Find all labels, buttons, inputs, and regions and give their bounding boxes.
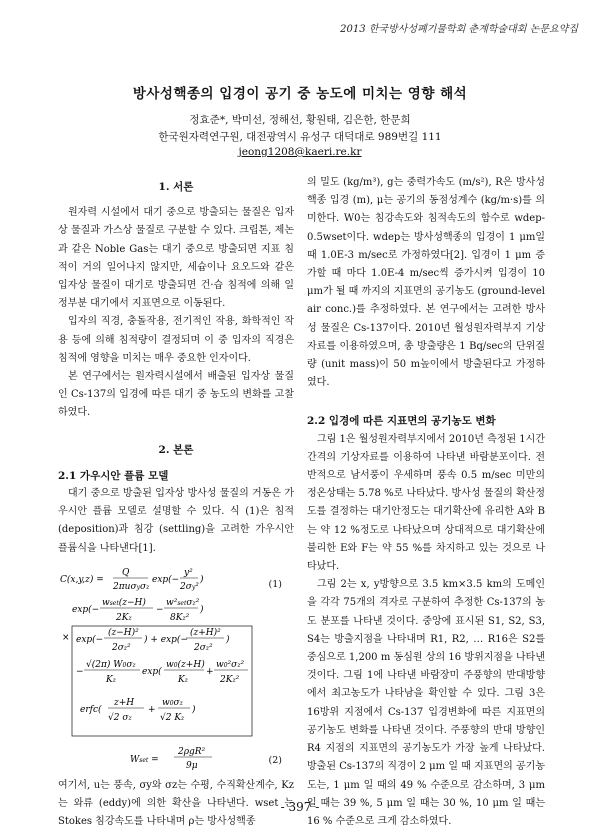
right-column [307, 174, 545, 831]
svg-text:√2 σz: √2 σz [108, 712, 132, 723]
svg-text:9μ: 9μ [186, 760, 198, 771]
svg-text:exp(−: exp(− [76, 634, 104, 645]
svg-text:C(x,y,z) =: C(x,y,z) = [60, 574, 104, 585]
svg-text:exp(−: exp(− [72, 604, 100, 615]
svg-text:w0(z+H): w0(z+H) [166, 659, 205, 670]
svg-text:2ρgR²: 2ρgR² [178, 746, 206, 757]
results-paragraph-1: 그림 1은 월성원자력부지에서 2010년 측정된 1시간 간격의 기상자료를 이용하여 나타낸 바람분포이다. 전반적으로 남서풍이 우세하며 풍속 0.5 m/sec 미만의 정온상태는 5.78 %로 나타났다. 방사성 물질의 확산정도를 결정하는 대기안정도는 대기확산에 유리한 A와 B는 약 12 %정도로 나타났으며 상대적으로 대기확산에 불리한 E와 F는 약 55 %를 차지하고 있는 것으로 나타났다. [307, 433, 545, 573]
svg-text:erfc(: erfc( [80, 704, 102, 715]
equation-number-2: (2) [268, 754, 282, 766]
svg-text:w0²σz²: w0²σz² [216, 659, 245, 670]
svg-text:+: + [206, 666, 214, 677]
svg-text:Kz: Kz [106, 674, 116, 685]
section-heading-intro: 1. 서론 [158, 181, 194, 193]
intro-paragraph-1: 원자력 시설에서 대기 중으로 방출되는 물질은 입자상 물질과 가스상 물질로 구분할 수 있다. 크립톤, 제논과 같은 Noble Gas는 대기 중으로 방출되면 지표 침적이 거의 일어나지 않지만, 세슘이나 요오드와 같은 입자상 물질이 대기로 방출되면 건·습 침적에 의해 일정부분 대기에서 지표면으로 이동된다. [58, 207, 294, 310]
svg-text:2σz²: 2σz² [194, 642, 213, 653]
intro-paragraph-2: 입자의 직경, 충돌작용, 전기적인 작용, 화학적인 작용 등에 의해 침적량이 결정되며 이 중 입자의 직경은 침적에 영향을 미치는 매우 중요한 인자이다. [58, 316, 294, 364]
subsection-heading-gaussian: 2.1 가우시안 플륨 모델 [58, 469, 169, 482]
svg-text:Kz: Kz [178, 674, 188, 685]
paper-title: 방사성핵종의 입경이 공기 중 농도에 미치는 영향 해석 [132, 86, 468, 102]
svg-text:2σz²: 2σz² [112, 642, 131, 653]
svg-text:z+H: z+H [114, 697, 135, 708]
svg-text:exp(: exp( [142, 666, 162, 677]
equation-graphic [58, 564, 258, 739]
section-heading-body: 2. 본론 [158, 443, 194, 456]
svg-text:−: − [76, 666, 84, 677]
svg-text:2Kz²: 2Kz² [220, 674, 240, 685]
svg-text:w²setσz²: w²setσz² [166, 597, 200, 608]
model-paragraph-1: 대기 중으로 방출된 입자상 방사성 물질의 거동은 가우시안 플륨 모델로 설명할 수 있다. 식 (1)은 침적 (deposition)과 침강 (settling)을 고려한 가우시안 플륨식을 나타낸다[1]. [58, 488, 294, 554]
svg-text:8Kz²: 8Kz² [170, 612, 190, 623]
svg-text:exp(−: exp(− [152, 574, 180, 585]
svg-text:): ) [200, 574, 204, 585]
svg-text:√(2π) W0σz: √(2π) W0σz [86, 659, 136, 670]
svg-text:): ) [200, 604, 204, 615]
svg-text:2σy²: 2σy² [180, 581, 199, 592]
equation-gaussian-plume [58, 564, 294, 739]
subsection-heading-results: 2.2 입경에 따른 지표면의 공기농도 변화 [307, 415, 496, 428]
svg-text:−: − [156, 604, 164, 615]
paper-authors: 정효준*, 박미선, 정해선, 황원태, 김은한, 한문희 [189, 114, 411, 126]
svg-text:(z−H)²: (z−H)² [108, 627, 139, 638]
svg-text:√2 Kz: √2 Kz [160, 712, 185, 723]
intro-paragraph-3: 본 연구에서는 원자력시설에서 배출된 입자상 물질인 Cs-137의 입경에 따른 대기 중 농도의 변화를 고찰하였다. [58, 371, 294, 419]
equation-settling-velocity [58, 743, 294, 773]
svg-text:): ) [192, 704, 196, 715]
paper-affiliation: 한국원자력연구원, 대전광역시 유성구 대덕대로 989번길 111 [158, 131, 442, 143]
svg-text:) + exp(−: ) + exp(− [144, 634, 188, 645]
model-paragraph-2: 여기서, u는 풍속, σy와 σz는 수평, 수직확산계수, Kz는 와류 (eddy)에 의한 확산을 나타낸다. wset 는 Stokes 침강속도를 나타내며 ρ는 방사성핵종 [58, 779, 294, 828]
author-email-link[interactable]: jeong1208@kaeri.re.kr [238, 146, 362, 158]
left-column [58, 174, 294, 831]
svg-text:+: + [148, 704, 156, 715]
svg-text:2Kz: 2Kz [116, 612, 132, 623]
svg-text:Wset =: Wset = [130, 754, 159, 765]
svg-text:(z+H)²: (z+H)² [190, 627, 221, 638]
svg-text:w0σz: w0σz [162, 697, 183, 708]
model-continued-paragraph: 의 밀도 (kg/m³), g는 중력가속도 (m/s²), R은 방사성핵종 입경 (m), μ는 공기의 동점성계수 (kg/m·s)를 의미한다. W0는 침강속도와 침적속도의 함수로 wdep-0.5wset이다. wdep는 방사성핵종의 입경이 1 μm일때 1.0E-3 m/sec로 가정하였다[2]. 입경이 1 μm 증가할 때 마다 1.0E-4 m/sec씩 증가시켜 입경이 10 μm가 될 때 까지의 지표면의 공기농도 (ground-level air conc.)를 추정하였다. 본 연구에서는 고려한 방사성 물질은 Cs-137이다. 2010년 월성원자력부지 기상자료를 이용하였으며, 총 방출량은 1 Bq/sec의 단위질량 (unit mass)이 50 m높이에서 방출된다고 가정하였다. [307, 177, 545, 389]
equation-number-1: (1) [268, 578, 282, 590]
svg-text:×: × [62, 632, 70, 643]
svg-text:wset(z−H): wset(z−H) [102, 597, 146, 608]
svg-text:Q: Q [122, 567, 130, 578]
results-paragraph-2: 그림 2는 x, y방향으로 3.5 km×3.5 km의 도메인을 각각 75개의 격자로 구분하여 추정한 Cs-137의 농도 분포를 나타낸 것이다. 중앙에 표시된 S1, S2, S3, S4는 방출지점을 나타내며 R1, R2, … R16은 S2를 중심으로 1,200 m 동심원 상의 16 방위지점을 나타낸 것이다. 그림 1에 나타낸 바람장미 주풍향의 반대방향에서 최고농도가 나타남을 확인할 수 있다. 그림 3은 16방위 지점에서 Cs-137 입경변화에 따른 지표면의 공기농도 변화를 나타낸 것이다. 주풍향의 반대 방향인 R4 지점의 지표면의 공기농도가 가장 높게 나타났다. 방출된 Cs-137의 직경이 2 μm 일 때 지표면의 공기농도는, 1 μm 일 때의 49 % 수준으로 감소하며, 3 μm 일 때는 39 %, 5 μm 일 때는 30 %, 10 μm 일 때는 16 % 수준으로 크게 감소하였다. [307, 579, 545, 827]
svg-text:2πuσyσz: 2πuσyσz [113, 581, 150, 592]
page-number: - 397 - [280, 800, 320, 814]
svg-text:): ) [226, 634, 230, 645]
conference-header: 2013 한국방사성폐기물학회 춘계학술대회 논문요약집 [340, 24, 578, 35]
svg-text:y²: y² [184, 567, 193, 578]
equation-2-graphic [128, 743, 288, 773]
